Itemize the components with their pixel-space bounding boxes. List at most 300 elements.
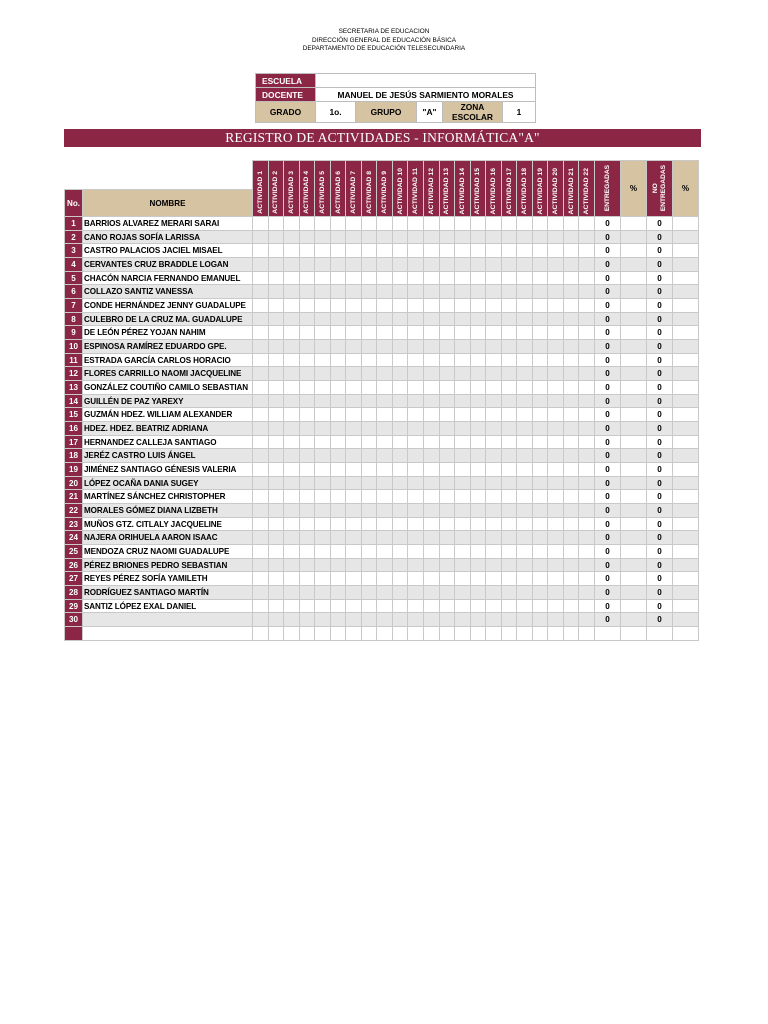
activity-cell[interactable] (455, 244, 471, 258)
activity-cell[interactable] (439, 271, 455, 285)
activity-cell[interactable] (517, 572, 533, 586)
activity-cell[interactable] (346, 217, 362, 231)
activity-cell[interactable] (548, 312, 564, 326)
activity-cell[interactable] (408, 545, 424, 559)
activity-cell[interactable] (253, 586, 269, 600)
activity-cell[interactable] (392, 476, 408, 490)
activity-cell[interactable] (346, 531, 362, 545)
activity-cell[interactable] (346, 367, 362, 381)
activity-cell[interactable] (330, 599, 346, 613)
activity-cell[interactable] (346, 558, 362, 572)
activity-cell[interactable] (361, 531, 377, 545)
activity-cell[interactable] (563, 517, 579, 531)
activity-cell[interactable] (563, 627, 579, 641)
activity-cell[interactable] (548, 599, 564, 613)
activity-cell[interactable] (548, 367, 564, 381)
activity-cell[interactable] (315, 230, 331, 244)
activity-cell[interactable] (315, 340, 331, 354)
activity-cell[interactable] (408, 558, 424, 572)
activity-cell[interactable] (486, 435, 502, 449)
activity-cell[interactable] (486, 613, 502, 627)
activity-cell[interactable] (268, 545, 284, 559)
activity-cell[interactable] (424, 230, 440, 244)
activity-cell[interactable] (284, 613, 300, 627)
activity-cell[interactable] (486, 627, 502, 641)
activity-cell[interactable] (517, 422, 533, 436)
activity-cell[interactable] (299, 299, 315, 313)
activity-cell[interactable] (579, 572, 595, 586)
activity-cell[interactable] (315, 258, 331, 272)
activity-cell[interactable] (486, 230, 502, 244)
activity-cell[interactable] (424, 353, 440, 367)
activity-cell[interactable] (563, 299, 579, 313)
activity-cell[interactable] (315, 613, 331, 627)
activity-cell[interactable] (408, 531, 424, 545)
activity-cell[interactable] (392, 258, 408, 272)
activity-cell[interactable] (439, 627, 455, 641)
activity-cell[interactable] (330, 258, 346, 272)
activity-cell[interactable] (346, 230, 362, 244)
activity-cell[interactable] (439, 504, 455, 518)
activity-cell[interactable] (253, 517, 269, 531)
activity-cell[interactable] (517, 627, 533, 641)
activity-cell[interactable] (424, 504, 440, 518)
activity-cell[interactable] (299, 599, 315, 613)
activity-cell[interactable] (315, 558, 331, 572)
activity-cell[interactable] (563, 353, 579, 367)
activity-cell[interactable] (392, 572, 408, 586)
activity-cell[interactable] (346, 326, 362, 340)
activity-cell[interactable] (470, 545, 486, 559)
activity-cell[interactable] (361, 586, 377, 600)
activity-cell[interactable] (408, 490, 424, 504)
activity-cell[interactable] (470, 394, 486, 408)
activity-cell[interactable] (439, 285, 455, 299)
activity-cell[interactable] (501, 572, 517, 586)
activity-cell[interactable] (330, 326, 346, 340)
activity-cell[interactable] (361, 244, 377, 258)
activity-cell[interactable] (517, 435, 533, 449)
activity-cell[interactable] (501, 586, 517, 600)
activity-cell[interactable] (563, 586, 579, 600)
activity-cell[interactable] (439, 326, 455, 340)
activity-cell[interactable] (424, 449, 440, 463)
activity-cell[interactable] (361, 627, 377, 641)
activity-cell[interactable] (548, 394, 564, 408)
activity-cell[interactable] (439, 517, 455, 531)
activity-cell[interactable] (361, 340, 377, 354)
activity-cell[interactable] (563, 613, 579, 627)
activity-cell[interactable] (455, 627, 471, 641)
activity-cell[interactable] (563, 572, 579, 586)
activity-cell[interactable] (330, 463, 346, 477)
activity-cell[interactable] (439, 531, 455, 545)
activity-cell[interactable] (346, 599, 362, 613)
activity-cell[interactable] (517, 244, 533, 258)
activity-cell[interactable] (361, 299, 377, 313)
activity-cell[interactable] (439, 367, 455, 381)
activity-cell[interactable] (268, 353, 284, 367)
activity-cell[interactable] (392, 408, 408, 422)
activity-cell[interactable] (424, 422, 440, 436)
activity-cell[interactable] (253, 490, 269, 504)
activity-cell[interactable] (486, 586, 502, 600)
activity-cell[interactable] (439, 545, 455, 559)
activity-cell[interactable] (346, 422, 362, 436)
activity-cell[interactable] (486, 408, 502, 422)
activity-cell[interactable] (315, 449, 331, 463)
activity-cell[interactable] (330, 299, 346, 313)
activity-cell[interactable] (299, 613, 315, 627)
activity-cell[interactable] (299, 271, 315, 285)
activity-cell[interactable] (470, 244, 486, 258)
activity-cell[interactable] (361, 353, 377, 367)
activity-cell[interactable] (361, 271, 377, 285)
activity-cell[interactable] (377, 326, 393, 340)
activity-cell[interactable] (268, 230, 284, 244)
activity-cell[interactable] (470, 476, 486, 490)
activity-cell[interactable] (330, 627, 346, 641)
activity-cell[interactable] (517, 558, 533, 572)
activity-cell[interactable] (284, 394, 300, 408)
activity-cell[interactable] (346, 271, 362, 285)
activity-cell[interactable] (517, 394, 533, 408)
activity-cell[interactable] (455, 545, 471, 559)
activity-cell[interactable] (392, 230, 408, 244)
activity-cell[interactable] (284, 627, 300, 641)
activity-cell[interactable] (517, 408, 533, 422)
activity-cell[interactable] (330, 531, 346, 545)
activity-cell[interactable] (346, 545, 362, 559)
activity-cell[interactable] (424, 435, 440, 449)
activity-cell[interactable] (392, 285, 408, 299)
activity-cell[interactable] (408, 394, 424, 408)
activity-cell[interactable] (563, 545, 579, 559)
activity-cell[interactable] (486, 217, 502, 231)
activity-cell[interactable] (548, 299, 564, 313)
activity-cell[interactable] (532, 394, 548, 408)
activity-cell[interactable] (361, 490, 377, 504)
activity-cell[interactable] (284, 326, 300, 340)
activity-cell[interactable] (424, 463, 440, 477)
activity-cell[interactable] (548, 326, 564, 340)
activity-cell[interactable] (563, 504, 579, 518)
activity-cell[interactable] (284, 586, 300, 600)
activity-cell[interactable] (268, 490, 284, 504)
activity-cell[interactable] (392, 299, 408, 313)
activity-cell[interactable] (330, 613, 346, 627)
activity-cell[interactable] (377, 435, 393, 449)
activity-cell[interactable] (455, 435, 471, 449)
activity-cell[interactable] (517, 586, 533, 600)
activity-cell[interactable] (346, 353, 362, 367)
activity-cell[interactable] (470, 517, 486, 531)
activity-cell[interactable] (532, 299, 548, 313)
activity-cell[interactable] (268, 299, 284, 313)
activity-cell[interactable] (563, 449, 579, 463)
activity-cell[interactable] (470, 285, 486, 299)
activity-cell[interactable] (579, 545, 595, 559)
activity-cell[interactable] (517, 258, 533, 272)
activity-cell[interactable] (377, 627, 393, 641)
activity-cell[interactable] (486, 545, 502, 559)
activity-cell[interactable] (548, 353, 564, 367)
activity-cell[interactable] (315, 326, 331, 340)
activity-cell[interactable] (377, 408, 393, 422)
activity-cell[interactable] (315, 517, 331, 531)
activity-cell[interactable] (408, 586, 424, 600)
activity-cell[interactable] (377, 353, 393, 367)
activity-cell[interactable] (563, 476, 579, 490)
activity-cell[interactable] (253, 353, 269, 367)
activity-cell[interactable] (392, 271, 408, 285)
activity-cell[interactable] (330, 504, 346, 518)
activity-cell[interactable] (284, 299, 300, 313)
activity-cell[interactable] (548, 244, 564, 258)
activity-cell[interactable] (284, 230, 300, 244)
activity-cell[interactable] (532, 463, 548, 477)
activity-cell[interactable] (501, 599, 517, 613)
activity-cell[interactable] (330, 408, 346, 422)
activity-cell[interactable] (299, 449, 315, 463)
activity-cell[interactable] (392, 490, 408, 504)
activity-cell[interactable] (579, 394, 595, 408)
activity-cell[interactable] (268, 326, 284, 340)
activity-cell[interactable] (532, 271, 548, 285)
activity-cell[interactable] (377, 449, 393, 463)
activity-cell[interactable] (330, 586, 346, 600)
activity-cell[interactable] (284, 545, 300, 559)
activity-cell[interactable] (486, 258, 502, 272)
activity-cell[interactable] (470, 381, 486, 395)
activity-cell[interactable] (315, 504, 331, 518)
activity-cell[interactable] (486, 367, 502, 381)
activity-cell[interactable] (268, 558, 284, 572)
activity-cell[interactable] (253, 504, 269, 518)
activity-cell[interactable] (361, 545, 377, 559)
activity-cell[interactable] (408, 599, 424, 613)
activity-cell[interactable] (284, 285, 300, 299)
activity-cell[interactable] (548, 449, 564, 463)
activity-cell[interactable] (455, 613, 471, 627)
activity-cell[interactable] (377, 394, 393, 408)
activity-cell[interactable] (563, 326, 579, 340)
activity-cell[interactable] (315, 285, 331, 299)
activity-cell[interactable] (268, 627, 284, 641)
activity-cell[interactable] (253, 599, 269, 613)
activity-cell[interactable] (268, 517, 284, 531)
activity-cell[interactable] (579, 299, 595, 313)
activity-cell[interactable] (315, 244, 331, 258)
activity-cell[interactable] (392, 217, 408, 231)
activity-cell[interactable] (330, 271, 346, 285)
activity-cell[interactable] (579, 627, 595, 641)
activity-cell[interactable] (563, 285, 579, 299)
activity-cell[interactable] (501, 394, 517, 408)
activity-cell[interactable] (377, 476, 393, 490)
activity-cell[interactable] (501, 271, 517, 285)
activity-cell[interactable] (361, 394, 377, 408)
activity-cell[interactable] (470, 558, 486, 572)
activity-cell[interactable] (268, 394, 284, 408)
activity-cell[interactable] (299, 531, 315, 545)
activity-cell[interactable] (548, 558, 564, 572)
activity-cell[interactable] (284, 572, 300, 586)
activity-cell[interactable] (253, 381, 269, 395)
activity-cell[interactable] (424, 312, 440, 326)
activity-cell[interactable] (455, 517, 471, 531)
activity-cell[interactable] (392, 367, 408, 381)
activity-cell[interactable] (486, 312, 502, 326)
activity-cell[interactable] (501, 381, 517, 395)
activity-cell[interactable] (548, 490, 564, 504)
activity-cell[interactable] (361, 572, 377, 586)
activity-cell[interactable] (315, 545, 331, 559)
activity-cell[interactable] (455, 558, 471, 572)
activity-cell[interactable] (253, 435, 269, 449)
activity-cell[interactable] (548, 627, 564, 641)
activity-cell[interactable] (455, 572, 471, 586)
activity-cell[interactable] (392, 340, 408, 354)
activity-cell[interactable] (392, 599, 408, 613)
activity-cell[interactable] (501, 627, 517, 641)
activity-cell[interactable] (377, 545, 393, 559)
activity-cell[interactable] (377, 531, 393, 545)
activity-cell[interactable] (408, 381, 424, 395)
activity-cell[interactable] (315, 299, 331, 313)
activity-cell[interactable] (408, 244, 424, 258)
activity-cell[interactable] (424, 299, 440, 313)
activity-cell[interactable] (455, 476, 471, 490)
activity-cell[interactable] (439, 449, 455, 463)
activity-cell[interactable] (377, 490, 393, 504)
activity-cell[interactable] (563, 422, 579, 436)
activity-cell[interactable] (455, 271, 471, 285)
activity-cell[interactable] (315, 271, 331, 285)
activity-cell[interactable] (579, 326, 595, 340)
activity-cell[interactable] (455, 312, 471, 326)
activity-cell[interactable] (346, 312, 362, 326)
activity-cell[interactable] (455, 586, 471, 600)
activity-cell[interactable] (299, 517, 315, 531)
activity-cell[interactable] (424, 258, 440, 272)
activity-cell[interactable] (268, 312, 284, 326)
activity-cell[interactable] (579, 244, 595, 258)
activity-cell[interactable] (517, 545, 533, 559)
activity-cell[interactable] (470, 299, 486, 313)
activity-cell[interactable] (470, 613, 486, 627)
activity-cell[interactable] (330, 476, 346, 490)
activity-cell[interactable] (392, 504, 408, 518)
activity-cell[interactable] (532, 558, 548, 572)
activity-cell[interactable] (330, 340, 346, 354)
activity-cell[interactable] (517, 367, 533, 381)
activity-cell[interactable] (284, 531, 300, 545)
activity-cell[interactable] (501, 545, 517, 559)
activity-cell[interactable] (563, 599, 579, 613)
activity-cell[interactable] (439, 476, 455, 490)
activity-cell[interactable] (392, 449, 408, 463)
activity-cell[interactable] (563, 558, 579, 572)
activity-cell[interactable] (284, 476, 300, 490)
activity-cell[interactable] (284, 558, 300, 572)
activity-cell[interactable] (299, 504, 315, 518)
activity-cell[interactable] (361, 408, 377, 422)
activity-cell[interactable] (455, 463, 471, 477)
activity-cell[interactable] (455, 531, 471, 545)
activity-cell[interactable] (532, 285, 548, 299)
activity-cell[interactable] (361, 422, 377, 436)
activity-cell[interactable] (501, 353, 517, 367)
activity-cell[interactable] (330, 517, 346, 531)
activity-cell[interactable] (253, 558, 269, 572)
activity-cell[interactable] (424, 545, 440, 559)
activity-cell[interactable] (517, 230, 533, 244)
activity-cell[interactable] (299, 476, 315, 490)
activity-cell[interactable] (517, 613, 533, 627)
activity-cell[interactable] (532, 367, 548, 381)
activity-cell[interactable] (548, 613, 564, 627)
activity-cell[interactable] (392, 381, 408, 395)
activity-cell[interactable] (299, 340, 315, 354)
activity-cell[interactable] (548, 230, 564, 244)
activity-cell[interactable] (579, 340, 595, 354)
activity-cell[interactable] (424, 367, 440, 381)
activity-cell[interactable] (501, 490, 517, 504)
activity-cell[interactable] (532, 408, 548, 422)
activity-cell[interactable] (563, 381, 579, 395)
activity-cell[interactable] (392, 545, 408, 559)
activity-cell[interactable] (346, 258, 362, 272)
activity-cell[interactable] (579, 586, 595, 600)
activity-cell[interactable] (470, 449, 486, 463)
activity-cell[interactable] (253, 340, 269, 354)
activity-cell[interactable] (501, 613, 517, 627)
activity-cell[interactable] (424, 326, 440, 340)
activity-cell[interactable] (517, 340, 533, 354)
activity-cell[interactable] (346, 613, 362, 627)
grado-value[interactable]: 1o. (316, 102, 356, 123)
activity-cell[interactable] (346, 572, 362, 586)
activity-cell[interactable] (532, 545, 548, 559)
activity-cell[interactable] (579, 271, 595, 285)
activity-cell[interactable] (346, 394, 362, 408)
activity-cell[interactable] (455, 340, 471, 354)
activity-cell[interactable] (299, 435, 315, 449)
activity-cell[interactable] (501, 217, 517, 231)
activity-cell[interactable] (330, 381, 346, 395)
activity-cell[interactable] (268, 586, 284, 600)
activity-cell[interactable] (424, 558, 440, 572)
activity-cell[interactable] (346, 435, 362, 449)
activity-cell[interactable] (253, 244, 269, 258)
activity-cell[interactable] (455, 449, 471, 463)
activity-cell[interactable] (268, 613, 284, 627)
activity-cell[interactable] (268, 476, 284, 490)
activity-cell[interactable] (486, 353, 502, 367)
activity-cell[interactable] (532, 572, 548, 586)
activity-cell[interactable] (455, 394, 471, 408)
activity-cell[interactable] (361, 599, 377, 613)
activity-cell[interactable] (408, 408, 424, 422)
activity-cell[interactable] (408, 353, 424, 367)
activity-cell[interactable] (361, 381, 377, 395)
activity-cell[interactable] (455, 326, 471, 340)
activity-cell[interactable] (470, 422, 486, 436)
activity-cell[interactable] (392, 353, 408, 367)
activity-cell[interactable] (424, 531, 440, 545)
activity-cell[interactable] (268, 572, 284, 586)
